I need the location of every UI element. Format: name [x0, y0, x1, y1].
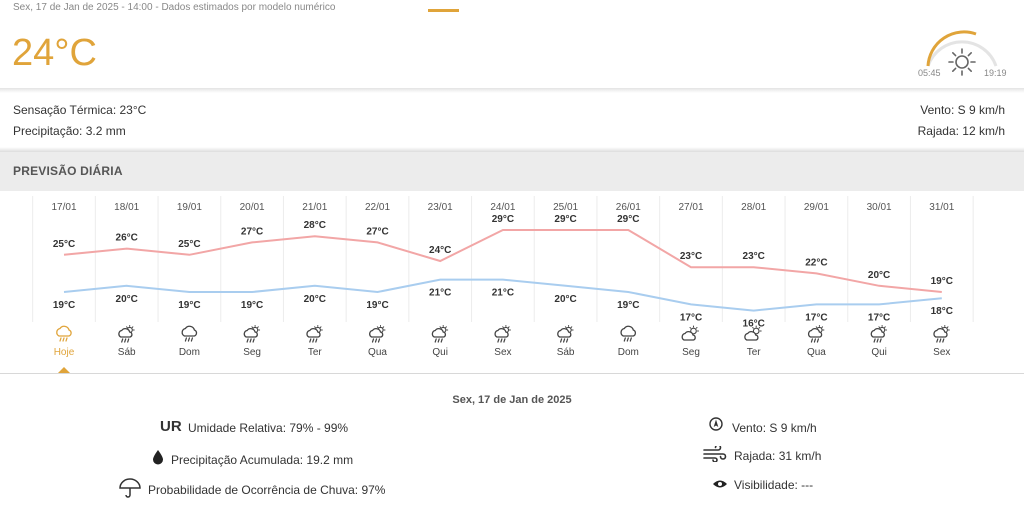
sun-rain-icon[interactable] — [809, 326, 824, 343]
day-label[interactable]: Qua — [806, 347, 826, 358]
rain-cloud-icon[interactable] — [57, 326, 71, 341]
day-date: 22/01 — [364, 202, 391, 213]
day-min-temp: 17°C — [867, 312, 891, 324]
sun-rain-icon[interactable] — [558, 326, 573, 343]
daily-forecast-chart — [0, 192, 1024, 374]
day-date: 17/01 — [51, 202, 77, 213]
precip-accum-text: Precipitação Acumulada: 19.2 mm — [171, 453, 354, 467]
day-label[interactable]: Sex — [933, 347, 951, 358]
day-min-temp: 19°C — [240, 300, 264, 311]
daily-forecast-header — [0, 152, 1024, 191]
day-date: 20/01 — [239, 202, 265, 213]
wind-icon — [703, 446, 727, 462]
day-min-temp: 19°C — [617, 300, 640, 311]
day-date: 28/01 — [741, 202, 767, 213]
day-date: 21/01 — [302, 202, 328, 213]
detail-wind-text: Vento: S 9 km/h — [732, 421, 817, 435]
day-max-temp: 29°C — [554, 214, 577, 225]
day-max-temp: 23°C — [679, 251, 703, 263]
sunrise-time: 05:45 — [918, 68, 941, 78]
eye-icon — [712, 479, 728, 489]
day-date: 19/01 — [176, 202, 202, 213]
day-date: 25/01 — [553, 202, 579, 213]
day-min-temp: 19°C — [178, 300, 201, 311]
day-max-temp: 19°C — [930, 276, 953, 287]
day-min-temp: 20°C — [303, 293, 326, 305]
day-date: 18/01 — [114, 202, 140, 213]
sun-rain-icon[interactable] — [495, 326, 510, 343]
sunset-time: 19:19 — [984, 68, 1007, 78]
day-min-temp: 19°C — [52, 300, 76, 311]
day-min-temp: 21°C — [491, 287, 515, 299]
day-date: 29/01 — [803, 202, 829, 213]
umbrella-icon — [119, 478, 141, 498]
rain-cloud-icon[interactable] — [182, 326, 196, 341]
selected-day-date: Sex, 17 de Jan de 2025 — [452, 394, 572, 406]
day-label[interactable]: Ter — [746, 347, 761, 358]
wind: Vento: S 9 km/h — [920, 103, 1005, 117]
precipitation: Precipitação: 3.2 mm — [13, 124, 126, 138]
humidity-text: Umidade Relativa: 79% - 99% — [188, 421, 349, 435]
day-max-temp: 25°C — [178, 238, 201, 250]
detail-gust-text: Rajada: 31 km/h — [734, 449, 822, 463]
partly-cloudy-icon[interactable] — [682, 326, 698, 340]
day-label[interactable]: Qui — [871, 347, 887, 358]
day-date: 24/01 — [490, 202, 516, 213]
day-max-temp: 27°C — [366, 226, 389, 238]
day-label[interactable]: Qui — [432, 347, 448, 358]
visibility-text: Visibilidade: --- — [734, 478, 814, 492]
sun-arc-widget — [918, 28, 1010, 80]
day-min-temp: 16°C — [742, 318, 765, 330]
day-label[interactable]: Seg — [682, 347, 700, 358]
day-max-temp: 25°C — [52, 238, 76, 250]
day-date: 27/01 — [678, 202, 704, 213]
day-min-temp: 20°C — [115, 293, 138, 305]
day-max-temp: 20°C — [867, 269, 891, 281]
day-min-temp: 17°C — [805, 312, 828, 324]
day-max-temp: 26°C — [115, 232, 138, 244]
day-min-temp: 20°C — [554, 293, 577, 305]
day-max-temp: 28°C — [303, 220, 326, 232]
day-label[interactable]: Sex — [494, 347, 512, 358]
day-label[interactable]: Ter — [307, 347, 322, 358]
day-max-temp: 22°C — [805, 257, 828, 269]
day-date: 26/01 — [615, 202, 641, 213]
day-max-temp: 27°C — [240, 226, 264, 238]
day-max-temp: 24°C — [429, 245, 452, 256]
drop-icon — [152, 449, 164, 465]
daily-forecast-title: PREVISÃO DIÁRIA — [13, 164, 123, 178]
day-min-temp: 19°C — [366, 300, 389, 311]
current-temperature: 24°C — [12, 32, 97, 74]
sun-rain-icon[interactable] — [119, 326, 134, 343]
day-label[interactable]: Sáb — [117, 347, 136, 358]
update-timestamp: Sex, 17 de Jan de 2025 - 14:00 - Dados estimados por modelo numérico — [13, 2, 336, 13]
day-max-temp: 23°C — [742, 251, 765, 263]
day-min-temp: 18°C — [930, 306, 953, 318]
gust: Rajada: 12 km/h — [917, 124, 1005, 138]
sun-rain-icon[interactable] — [244, 326, 259, 343]
feels-like: Sensação Térmica: 23°C — [13, 103, 147, 117]
day-label[interactable]: Dom — [617, 347, 639, 358]
day-date: 31/01 — [929, 202, 955, 213]
sun-rain-icon[interactable] — [370, 326, 385, 343]
sun-rain-icon[interactable] — [432, 326, 447, 343]
day-label[interactable]: Seg — [243, 347, 261, 358]
day-max-temp: 29°C — [491, 214, 515, 225]
day-label[interactable]: Dom — [178, 347, 200, 358]
compass-icon — [709, 417, 723, 431]
sun-rain-icon[interactable] — [934, 326, 949, 343]
sun-icon — [947, 47, 977, 77]
day-date: 30/01 — [866, 202, 892, 213]
rain-prob-text: Probabilidade de Ocorrência de Chuva: 97% — [148, 483, 386, 497]
humidity-icon: UR — [160, 418, 182, 435]
day-max-temp: 29°C — [617, 214, 640, 225]
sun-rain-icon[interactable] — [871, 326, 886, 343]
active-tab-indicator — [428, 9, 459, 12]
day-min-temp: 17°C — [679, 312, 703, 324]
day-date: 23/01 — [427, 202, 453, 213]
day-label[interactable]: Qua — [368, 347, 387, 358]
day-label[interactable]: Sáb — [556, 347, 575, 358]
rain-cloud-icon[interactable] — [621, 326, 635, 341]
day-min-temp: 21°C — [429, 287, 452, 299]
sun-rain-icon[interactable] — [307, 326, 322, 343]
day-label[interactable]: Hoje — [53, 347, 75, 358]
